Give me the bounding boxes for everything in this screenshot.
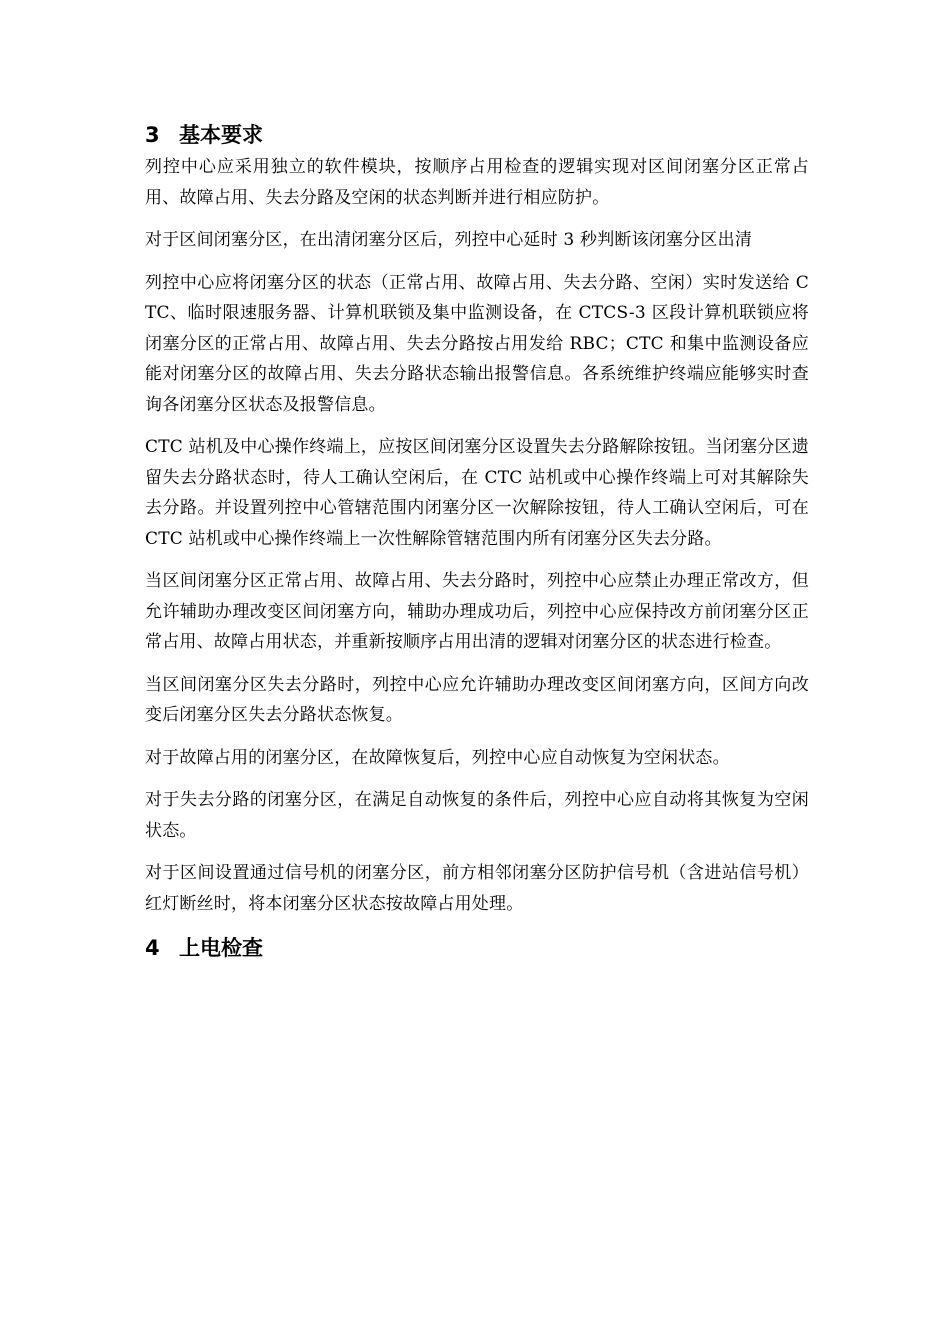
section-number: 3: [145, 123, 160, 147]
section-title: 上电检查: [179, 936, 263, 960]
document-body: [145, 118, 809, 965]
paragraph: 列控中心应将闭塞分区的状态（正常占用、故障占用、失去分路、空闲）实时发送给 CTC、临时限速服务器、计算机联锁及集中监测设备，在 CTCS-3 区段计算机联锁应将闭塞分区的正常占用、故障占用、失去分路按占用发给 RBC；CTC 和集中监测设备应能对闭塞分区的故障占用、失去分路状态输出报警信息。各系统维护终端应能够实时查询各闭塞分区状态及报警信息。: [145, 272, 809, 415]
paragraph: 当区间闭塞分区正常占用、故障占用、失去分路时，列控中心应禁止办理正常改方，但允许辅助办理改变区间闭塞方向，辅助办理成功后，列控中心应保持改方前闭塞分区正常占用、故障占用状态，并重新按顺序占用出清的逻辑对闭塞分区的状态进行检查。: [145, 571, 809, 652]
paragraph: 当区间闭塞分区失去分路时，列控中心应允许辅助办理改变区间闭塞方向，区间方向改变后闭塞分区失去分路状态恢复。: [145, 674, 809, 725]
paragraph: 对于故障占用的闭塞分区，在故障恢复后，列控中心应自动恢复为空闲状态。: [145, 747, 730, 768]
section-heading-4: [145, 931, 809, 965]
paragraph: 列控中心应采用独立的软件模块，按顺序占用检查的逻辑实现对区间闭塞分区正常占用、故障占用、失去分路及空闲的状态判断并进行相应防护。: [145, 157, 809, 208]
section-number: 4: [145, 936, 160, 960]
paragraph: 对于区间设置通过信号机的闭塞分区，前方相邻闭塞分区防护信号机（含进站信号机）红灯断丝时，将本闭塞分区状态按故障占用处理。: [145, 863, 809, 914]
paragraph: 对于失去分路的闭塞分区，在满足自动恢复的条件后，列控中心应自动将其恢复为空闲状态。: [145, 790, 809, 841]
paragraph: CTC 站机及中心操作终端上，应按区间闭塞分区设置失去分路解除按钮。当闭塞分区遗留失去分路状态时，待人工确认空闲后，在 CTC 站机或中心操作终端上可对其解除失去分路。并设置列控中心管辖范围内闭塞分区一次解除按钮，待人工确认空闲后，可在 CTC 站机或中心操作终端上一次性解除管辖范围内所有闭塞分区失去分路。: [145, 437, 809, 549]
paragraph: 对于区间闭塞分区，在出清闭塞分区后，列控中心延时 3 秒判断该闭塞分区出清: [145, 230, 753, 250]
section-heading-3: [145, 118, 809, 152]
section-title: 基本要求: [179, 123, 263, 147]
